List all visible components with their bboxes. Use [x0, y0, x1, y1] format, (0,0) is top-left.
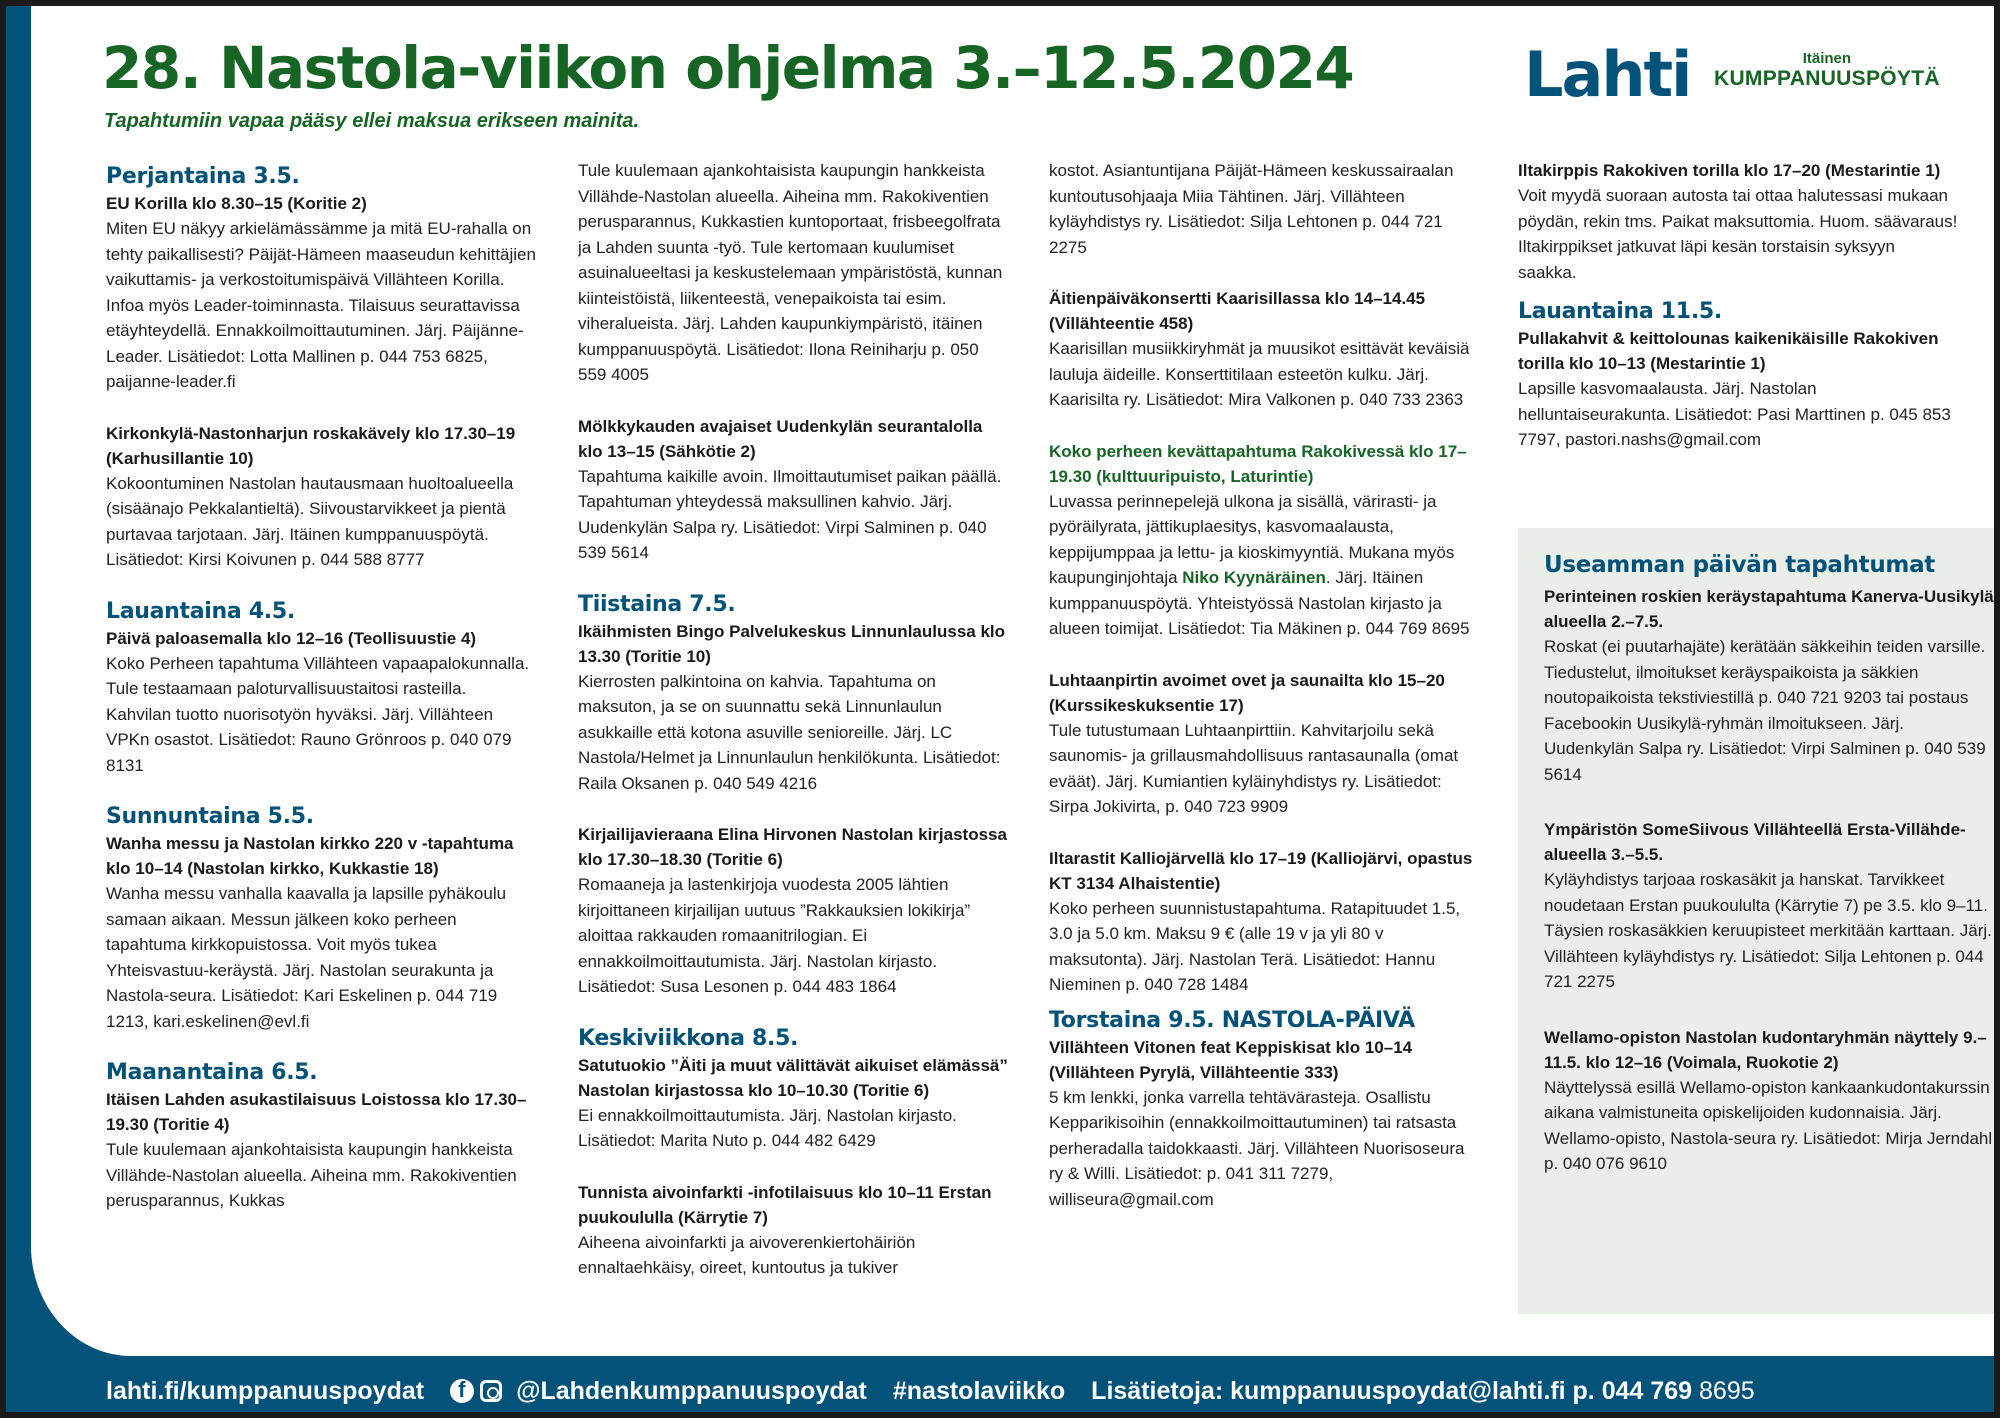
kumppanuuspoyta-logo: [1714, 50, 1940, 91]
event-satutuokio: [578, 1053, 1008, 1154]
event-somesiivous: [1544, 817, 1994, 995]
event-title: Mölkkykauden avajaiset Uudenkylän seurantalolla klo 13–15 (Sähkötie 2): [578, 416, 983, 461]
event-title: Kirjailijavieraana Elina Hirvonen Nastolan kirjastossa klo 17.30–18.30 (Toritie 6): [578, 825, 1007, 869]
event-title: Luhtaanpirtin avoimet ovet ja saunailta klo 15–20 (Kurssikeskuksentie 17): [1049, 670, 1445, 715]
event-paloasema: [106, 626, 536, 779]
multi-day-heading: Useamman päivän tapahtumat: [1544, 552, 1936, 578]
event-title: Perinteinen roskien keräystapahtuma Kanerva-Uusikylä alueella 2.–7.5.: [1544, 587, 1994, 631]
logo-kp-small: Itäinen: [1802, 50, 1852, 67]
day-heading-tuesday: Tiistaina 7.5.: [578, 591, 736, 617]
event-kirjailijavieras: [578, 822, 1008, 1000]
event-body: Koko Perheen tapahtuma Villähteen vapaapalokunnalla. Tule testaamaan paloturvallisuustaitosi rasteilla. Kahvilan tuotto nuorisotyön hyväksi. Järj. Villähteen VPKn osastot. Lisätiedot: Rauno Grönroos p. 040 079 8131: [106, 653, 530, 775]
event-roskien-keraystapahtuma: [1544, 584, 1994, 787]
event-body: Roskat (ei puutarhajäte) kerätään säkkeihin teiden varsille. Tiedustelut, ilmoitukset keräyspaikoista ja säkkien noutopaikoista tekstiviestillä p. 040 721 9203 tai postaus Facebookin Uusikylä-ryhmän ilmoitukseen. Järj. Uudenkylän Salpa ry. Lisätiedot: Virpi Salminen p. 040 539 5614: [1544, 637, 1986, 784]
event-luhtaanpirtti: [1049, 668, 1479, 820]
event-title: Wellamo-opiston Nastolan kudontaryhmän näyttely 9.–11.5. klo 12–16 (Voimala, Ruokotie 2): [1544, 1027, 1987, 1072]
event-title: Iltarastit Kalliojärvellä klo 17–19 (Kalliojärvi, opastus KT 3134 Alhaistentie): [1049, 848, 1473, 893]
facebook-icon[interactable]: [450, 1379, 474, 1403]
event-title: Wanha messu ja Nastolan kirkko 220 v -tapahtuma klo 10–14 (Nastolan kirkko, Kukkastie 18): [106, 834, 514, 878]
instagram-icon[interactable]: [480, 1380, 502, 1402]
event-title: Äitienpäiväkonsertti Kaarisillassa klo 14–14.45 (Villähteentie 458): [1049, 289, 1426, 333]
event-kevattapahtuma: [1049, 439, 1479, 642]
column-3: [1049, 158, 1479, 1238]
event-body: 5 km lenkki, jonka varrella tehtävärasteja. Osallistu Kepparikisoihin (ennakkoilmoittautuminen) tai ratsasta perheradalla taidokkaasti. Järj. Villähteen Nuorisoseura ry & Willi. Lisätiedot: p. 041 311 7279, williseura@gmail.com: [1049, 1087, 1465, 1209]
event-body: Kyläyhdistys tarjoaa roskasäkit ja hanskat. Tarvikkeet noudetaan Erstan puukoululta (Kärrytie 7) pe 3.5. klo 9–11. Täysien roskasäkkien keruupisteet merkitään karttaan. Järj. Villähteen kyläyhdistys ry. Lisätiedot: Silja Lehtonen p. 044 721 2275: [1544, 870, 1992, 991]
event-aivoinfarkti: [578, 1180, 1008, 1281]
event-aitienpaivakonsertti: [1049, 286, 1479, 413]
event-body: [1049, 489, 1479, 642]
event-iltarastit: [1049, 846, 1479, 998]
page-subtitle: Tapahtumiin vapaa pääsy ellei maksua erikseen mainita.: [104, 110, 640, 132]
event-title: Ikäihmisten Bingo Palvelukeskus Linnunlaulussa klo 13.30 (Toritie 10): [578, 621, 1006, 666]
event-body-continued: kostot. Asiantuntijana Päijät-Hämeen keskussairaalan kuntoutusohjaaja Miia Tähtinen. Järj. Villähteen kyläyhdistys ry. Lisätiedot: Silja Lehtonen p. 044 721 2275: [1049, 161, 1454, 257]
event-body: Kierrosten palkintoina on kahvia. Tapahtuma on maksuton, ja se on suunnattu sekä Linnunlaulun asukkaille että kotona asuville senioreille. Järj. LC Nastola/Helmet ja Linnunlaulun henkilökunta. Lisätiedot: Raila Oksanen p. 040 549 4216: [578, 671, 1001, 793]
event-body: Lapsille kasvomaalausta. Järj. Nastolan helluntaiseurakunta. Lisätiedot: Pasi Marttinen p. 045 853 7797, pastori.nashs@gmail.com: [1518, 379, 1951, 449]
event-body: Wanha messu vanhalla kaavalla ja lapsille pyhäkoulu samaan aikaan. Messun jälkeen koko perheen tapahtuma kirkkopuistossa. Voit myös tukea Yhteisvastuu-keräystä. Järj. Nastolan seurakunta ja Nastola-seura. Lisätiedot: Kari Eskelinen p. 044 719 1213, kari.eskelinen@evl.fi: [106, 884, 507, 1031]
event-body: Voit myydä suoraan autosta tai ottaa halutessasi mukaan pöydän, rekin tms. Paikat maksuttomia. Huom. säävaraus! Iltakirppikset jatkuvat läpi kesän torstaisin syksyyn saakka.: [1518, 186, 1958, 282]
event-aivoinfarkti-continued: [1049, 158, 1479, 260]
event-title: Itäisen Lahden asukastilaisuus Loistossa klo 17.30–19.30 (Toritie 4): [106, 1090, 527, 1134]
day-heading-monday: Maanantaina 6.5.: [106, 1060, 318, 1085]
contact-phone-tail: 8695: [1699, 1376, 1755, 1405]
event-body: Tapahtuma kaikille avoin. Ilmoittautumiset paikan päällä. Tapahtuman yhteydessä maksullinen kahvio. Järj. Uudenkylän Salpa ry. Lisätiedot: Virpi Salminen p. 040 539 5614: [578, 466, 1002, 562]
event-body: Tule tutustumaan Luhtaanpirttiin. Kahvitarjoilu sekä saunomis- ja grillausmahdollisuus rantasaunalla (omat eväät). Järj. Kumiantien kyläinyhdistys ry. Lisätiedot: Sirpa Jokivirta, p. 040 723 9909: [1049, 720, 1459, 816]
event-body: Kaarisillan musiikkiryhmät ja muusikot esittävät keväisiä lauluja äideille. Konserttitilaan esteetön kulku. Järj. Kaarisilta ry. Lisätiedot: Mira Valkonen p. 040 733 2363: [1049, 339, 1470, 409]
event-title: Satutuokio ”Äiti ja muut välittävät aikuiset elämässä” Nastolan kirjastossa klo 10–10.30 (Toritie 6): [578, 1055, 1008, 1100]
event-title: Kirkonkylä-Nastonharjun roskakävely klo 17.30–19 (Karhusillantie 10): [106, 423, 516, 468]
multi-day-events-box: [1518, 528, 1994, 1314]
event-title: Iltakirppis Rakokiven torilla klo 17–20 (Mestarintie 1): [1518, 161, 1941, 180]
column-2: [578, 158, 1008, 1307]
event-asukastilaisuus-continued: [578, 158, 1008, 388]
day-heading-saturday: Lauantaina 4.5.: [106, 598, 295, 624]
event-title: Päivä paloasemalla klo 12–16 (Teollisuustie 4): [106, 628, 477, 648]
event-molkky: [578, 414, 1008, 566]
event-title: Tunnista aivoinfarkti -infotilaisuus klo 10–11 Erstan puukoululla (Kärrytie 7): [578, 1182, 992, 1227]
event-roskakavely: [106, 421, 536, 573]
event-body: Ei ennakkoilmoittautumista. Järj. Nastolan kirjasto. Lisätiedot: Marita Nuto p. 044 482 6429: [578, 1105, 957, 1150]
column-1: [106, 156, 536, 1240]
event-body: Aiheena aivoinfarkti ja aivoverenkiertohäiriön ennaltaehkäisy, oireet, kuntoutus ja tukiver: [578, 1232, 916, 1277]
event-body: Koko perheen suunnistustapahtuma. Ratapituudet 1.5, 3.0 ja 5.0 km. Maksu 9 € (alle 19 v ja yli 80 v maksutonta). Järj. Nastolan Terä. Lisätiedot: Hannu Nieminen p. 040 728 1484: [1049, 898, 1461, 994]
event-body-continued: Tule kuulemaan ajankohtaisista kaupungin hankkeista Villähde-Nastolan alueella. Aiheina mm. Rakokiventien perusparannus, Kukkastien kuntoportaat, frisbeegolfrata ja Lahden suunta -työ. Tule kertomaan kuulumiset asuinalueeltasi ja keskustelemaan ympäristöstä, kunnan kiinteistöistä, liikenteestä, venepaikoista tai esim. viheralueista. Järj. Lahden kaupunkiympäristö, itäinen kumppanuuspöytä. Lisätiedot: Ilona Reiniharju p. 050 559 4005: [578, 161, 1003, 384]
event-body-text: . Järj. Itäinen kumppanuuspöytä. Yhteistyössä Nastolan kirjasto ja alueen toimijat. Lisätiedot: Tia Mäkinen p. 044 769 8695: [1049, 568, 1470, 638]
event-title: Koko perheen kevättapahtuma Rakokivessä klo 17–19.30 (kulttuuripuisto, Laturintie): [1049, 441, 1467, 486]
event-body-text: Luvassa perinnepelejä ulkona ja sisällä, värirasti- ja pyöräilyrata, jättikuplaesitys, kasvomaalausta, keppijumppaa ja lettu- ja kioskimyyntiä. Mukana myös kaupunginjohtaja: [1049, 491, 1455, 587]
day-heading-friday: Perjantaina 3.5.: [106, 164, 300, 189]
event-villahteen-vitonen: [1049, 1035, 1479, 1213]
event-title: Ympäristön SomeSiivous Villähteellä Ersta-Villähde-alueella 3.–5.5.: [1544, 820, 1966, 864]
lahti-logo: Lahti: [1524, 38, 1691, 111]
hashtag: #nastolaviikko: [892, 1376, 1066, 1405]
column-4: [1518, 158, 1958, 479]
page-title: 28. Nastola-viikon ohjelma 3.–12.5.2024: [102, 34, 1354, 102]
event-body: Romaaneja ja lastenkirjoja vuodesta 2005 lähtien kirjoittaneen kirjailijan uutuus ”Rakkauksien lokikirja” aloittaa rakkauden romaanitrilogian. Ei ennakkoilmoittautumista. Järj. Nastolan kirjasto. Lisätiedot: Susa Lesonen p. 044 483 1864: [578, 875, 971, 996]
event-title: Pullakahvit & keittolounas kaikenikäisille Rakokiven torilla klo 10–13 (Mestarintie 1): [1518, 329, 1939, 373]
mayor-name: Niko Kyynäräinen: [1182, 568, 1326, 587]
footer-bar: [106, 1376, 1755, 1406]
poster-frame: [6, 6, 1994, 1412]
day-heading-thursday: Torstaina 9.5. NASTOLA-PÄIVÄ: [1049, 1007, 1415, 1033]
event-title: EU Korilla klo 8.30–15 (Koritie 2): [106, 194, 367, 213]
event-body: Näyttelyssä esillä Wellamo-opiston kankaankudontakurssin aikana valmistuneita opiskelijoiden kudonnaisia. Järj. Wellamo-opisto, Nastola-seura ry. Lisätiedot: Mirja Jerndahl p. 040 076 9610: [1544, 1077, 1993, 1173]
event-body: Tule kuulemaan ajankohtaisista kaupungin hankkeista Villähde-Nastolan alueella. Aiheina mm. Rakokiventien perusparannus, Kukkas: [106, 1140, 517, 1210]
event-bingo: [578, 619, 1008, 797]
event-iltakirppis: [1518, 158, 1958, 285]
event-body: Miten EU näkyy arkielämässämme ja mitä EU-rahalla on tehty paikallisesti? Päijät-Hämeen maaseudun kehittäjien vaikuttamis- ja verkostoitumispäivä Villähteen Korilla. Infoa myös Leader-toiminnasta. Tilaisuus seurattavissa etäyhteydellä. Ennakkoilmoittautuminen. Järj. Päijänne-Leader. Lisätiedot: Lotta Mallinen p. 044 753 6825, paijanne-leader.fi: [106, 219, 536, 391]
event-title: Villähteen Vitonen feat Keppiskisat klo 10–14 (Villähteen Pyrylä, Villähteentie 333): [1049, 1037, 1413, 1082]
day-heading-sunday: Sunnuntaina 5.5.: [106, 804, 314, 829]
event-asukastilaisuus: [106, 1087, 536, 1214]
event-eu-korilla: [106, 191, 536, 395]
event-wanha-messu: [106, 831, 536, 1034]
day-heading-saturday-11: Lauantaina 11.5.: [1518, 299, 1722, 324]
event-pullakahvit: [1518, 326, 1958, 453]
website-link[interactable]: lahti.fi/kumppanuuspoydat: [106, 1376, 425, 1405]
event-body: Kokoontuminen Nastolan hautausmaan huoltoalueella (sisäänajo Pekkalantieltä). Siivoustarvikkeet ja pientä purtavaa tarjotaan. Järj. Itäinen kumppanuuspöytä. Lisätiedot: Kirsi Koivunen p. 044 588 8777: [106, 473, 514, 569]
social-handle[interactable]: @Lahdenkumppanuuspoydat: [516, 1376, 867, 1405]
logo-kp-big: KUMPPANUUSPÖYTÄ: [1714, 67, 1940, 90]
contact-info: Lisätietoja: kumppanuuspoydat@lahti.fi p. 044 769: [1091, 1376, 1693, 1405]
day-heading-wednesday: Keskiviikkona 8.5.: [578, 1025, 799, 1051]
event-wellamo-nayttely: [1544, 1025, 1994, 1177]
